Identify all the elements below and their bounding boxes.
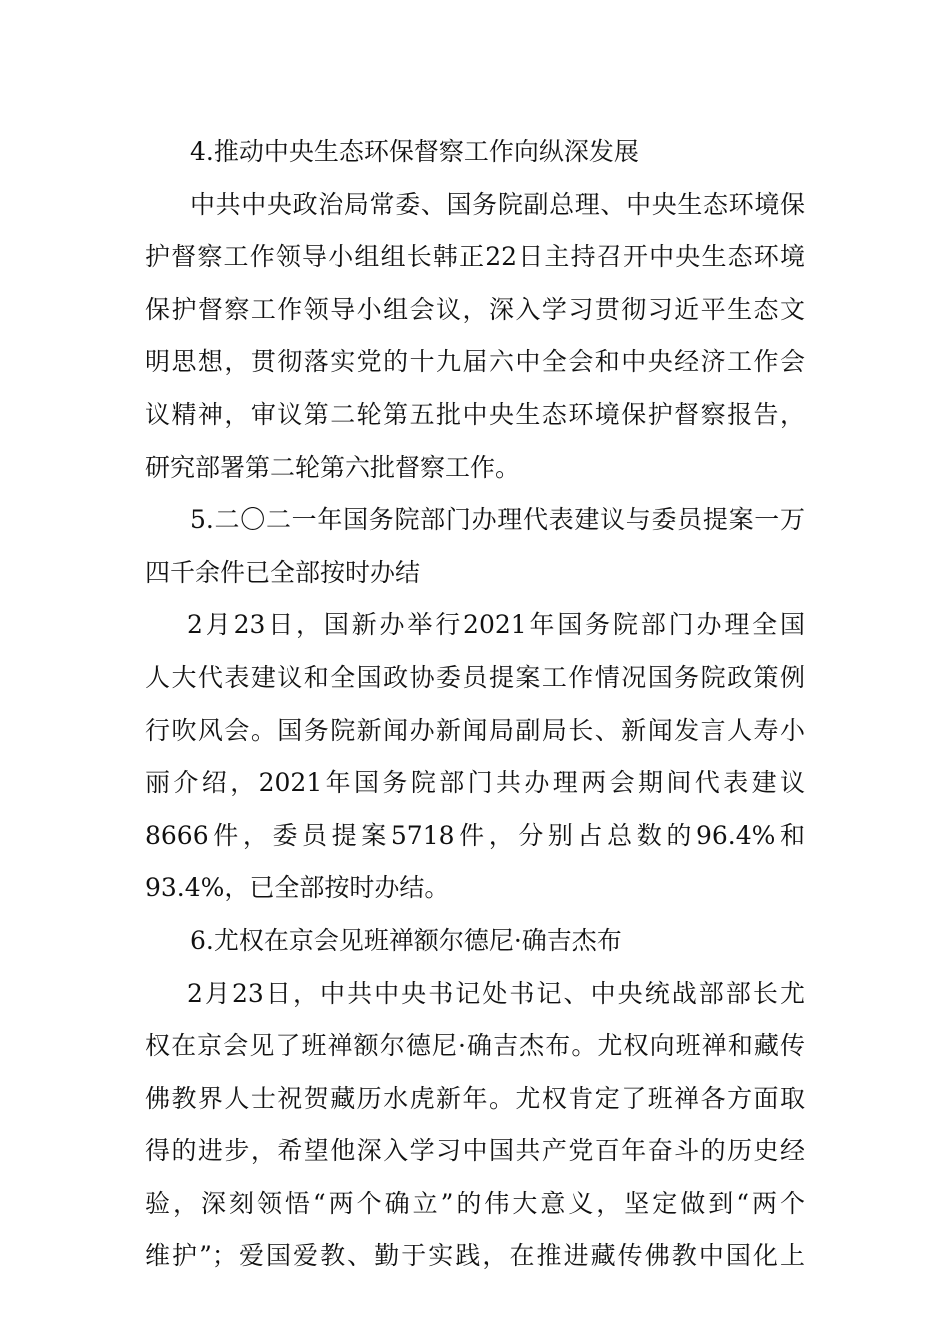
heading-item-5-cont: 四千余件已全部按时办结	[145, 557, 421, 587]
heading-item-6: 6.尤权在京会见班禅额尔德尼·确吉杰布	[190, 925, 622, 955]
paragraph-line: 研究部署第二轮第六批督察工作。	[145, 452, 521, 482]
paragraph-line: 权在京会见了班禅额尔德尼·确吉杰布。尤权向班禅和藏传	[145, 1031, 805, 1061]
paragraph-line: 2月23日，中共中央书记处书记、中央统战部部长尤	[187, 978, 805, 1008]
paragraph-line: 维护”；爱国爱教、勤于实践，在推进藏传佛教中国化上	[145, 1241, 805, 1271]
paragraph-line: 行吹风会。国务院新闻办新闻局副局长、新闻发言人寿小	[145, 715, 805, 745]
paragraph-line: 人大代表建议和全国政协委员提案工作情况国务院政策例	[145, 662, 805, 692]
paragraph-line: 得的进步，希望他深入学习中国共产党百年奋斗的历史经	[145, 1136, 805, 1166]
paragraph-line: 验，深刻领悟“两个确立”的伟大意义，坚定做到“两个	[145, 1188, 805, 1218]
paragraph-line: 中共中央政治局常委、国务院副总理、中央生态环境保	[190, 189, 805, 219]
paragraph-line: 护督察工作领导小组组长韩正22日主持召开中央生态环境	[145, 242, 805, 272]
paragraph-line: 议精神，审议第二轮第五批中央生态环境保护督察报告，	[145, 399, 805, 429]
heading-item-4: 4.推动中央生态环保督察工作向纵深发展	[190, 137, 639, 166]
paragraph-line: 2月23日，国新办举行2021年国务院部门办理全国	[187, 610, 805, 640]
paragraph-line: 丽介绍，2021年国务院部门共办理两会期间代表建议	[145, 768, 805, 798]
paragraph-line: 佛教界人士祝贺藏历水虎新年。尤权肯定了班禅各方面取	[145, 1083, 805, 1113]
heading-item-5: 5.二〇二一年国务院部门办理代表建议与委员提案一万	[190, 505, 805, 535]
document-body	[145, 126, 805, 1283]
paragraph-line: 明思想，贯彻落实党的十九届六中全会和中央经济工作会	[145, 347, 805, 377]
paragraph-line: 8666件，委员提案5718件，分别占总数的96.4%和	[145, 820, 805, 850]
paragraph-line: 93.4%，已全部按时办结。	[145, 873, 450, 903]
paragraph-line: 保护督察工作领导小组会议，深入学习贯彻习近平生态文	[145, 294, 805, 324]
